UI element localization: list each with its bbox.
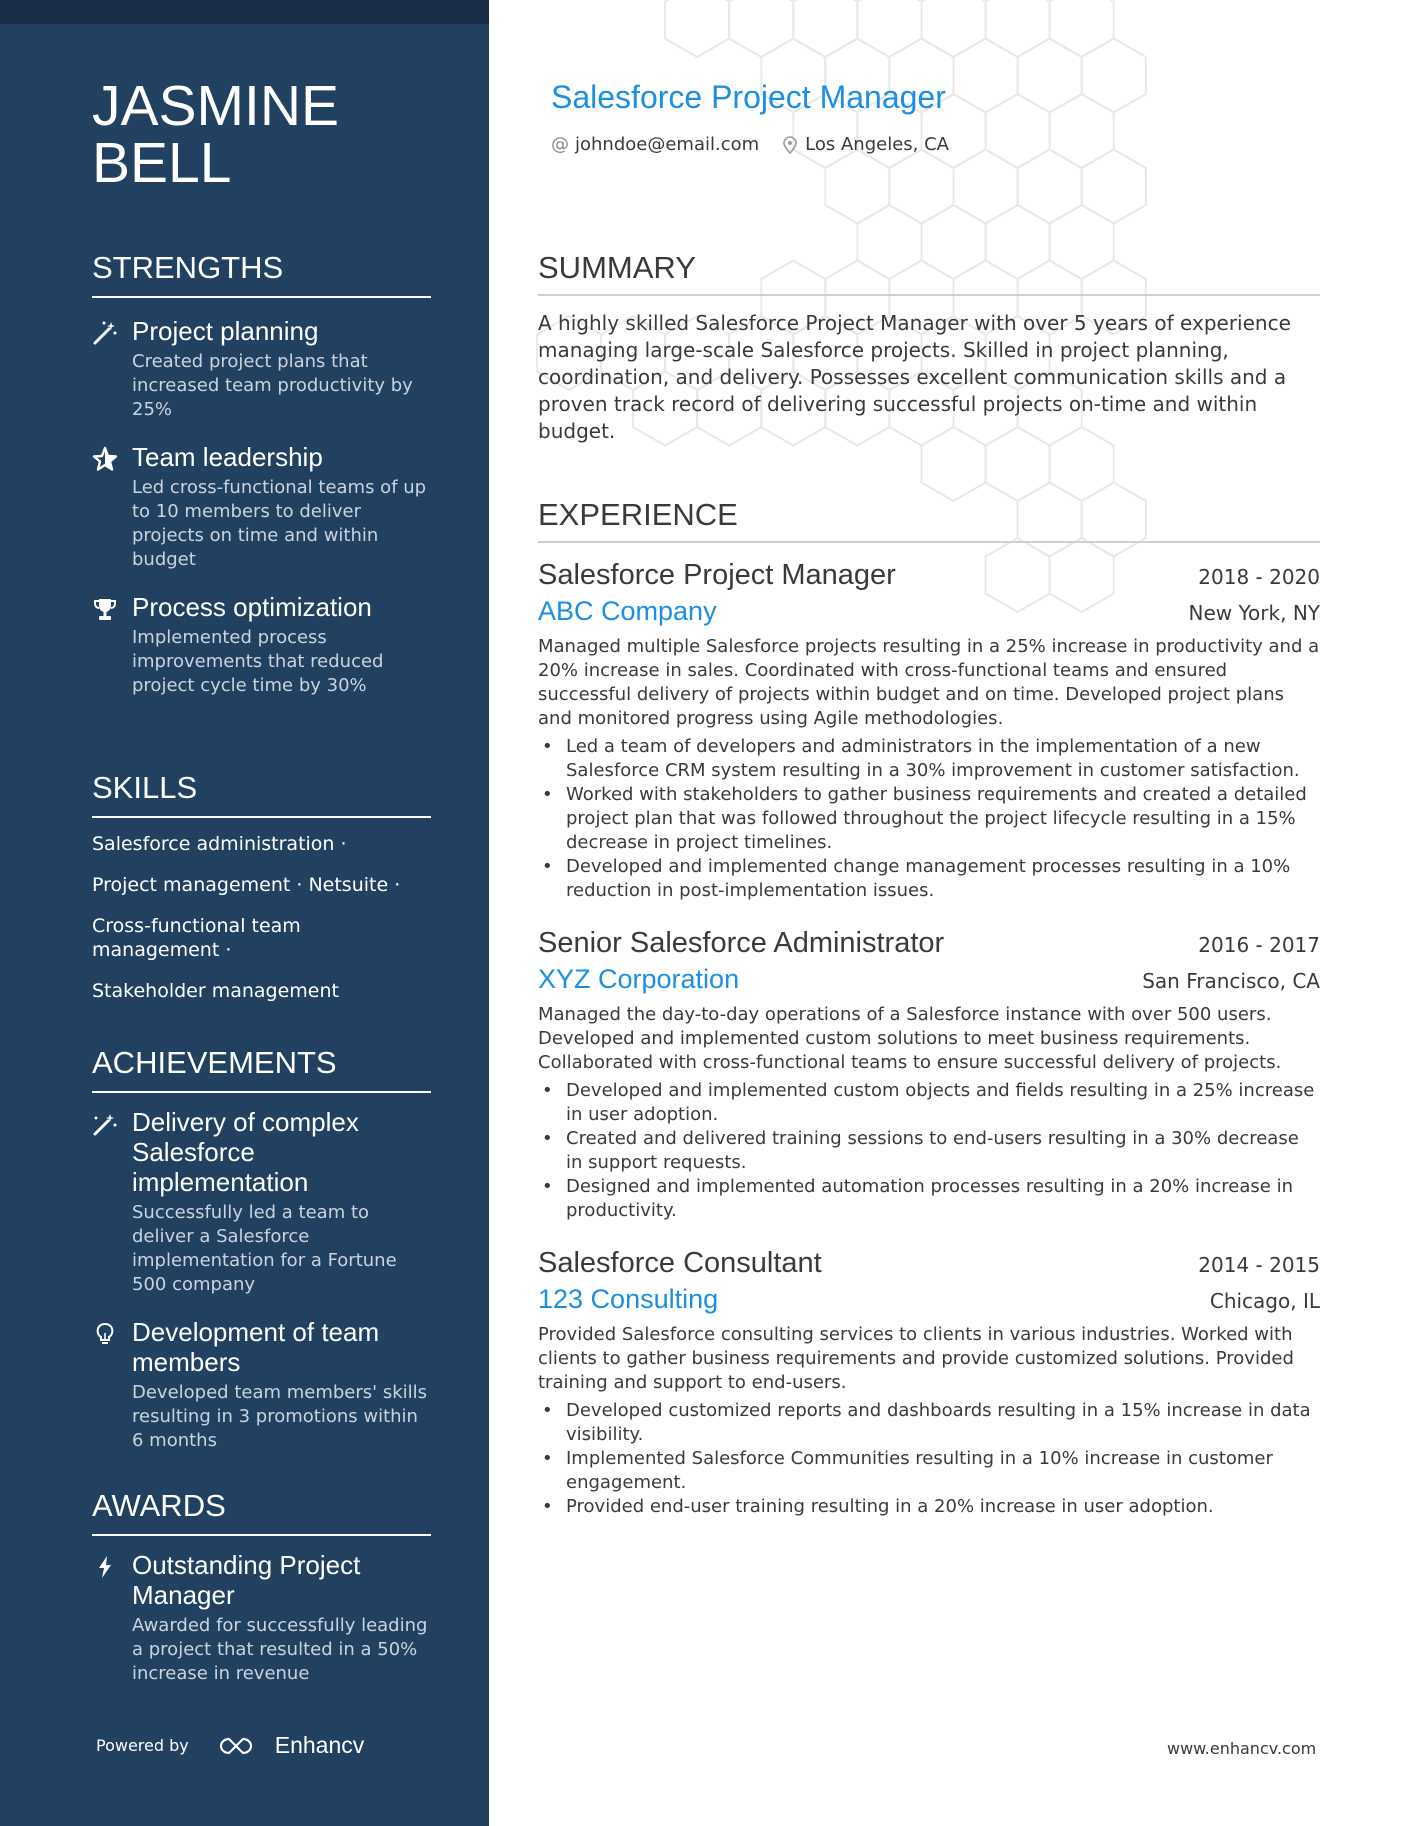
job-bullets (538, 735, 1320, 903)
powered-by (96, 1732, 364, 1759)
job-company: ABC Company (538, 596, 717, 626)
enhancv-logo-icon (217, 1735, 263, 1757)
summary-heading: SUMMARY (538, 250, 1320, 296)
skill-line: Salesforce administration · (92, 833, 347, 855)
job-title: Salesforce Project Manager (538, 559, 896, 591)
skill-line: Stakeholder management (92, 980, 339, 1002)
location-pin-icon (781, 136, 799, 154)
strength-title: Project planning (132, 316, 319, 346)
hexagon-shape (729, 0, 793, 57)
location-text: Los Angeles, CA (805, 134, 949, 155)
job-bullet: • Developed and implemented change management processes resulting in a 10% reduction in post-implementation issues. (538, 855, 1320, 903)
job-headline: Salesforce Project Manager (551, 79, 946, 115)
achievement-item (92, 1317, 431, 1453)
magic-wand-icon (92, 1111, 118, 1137)
experience-heading: EXPERIENCE (538, 497, 1320, 543)
award-desc: Awarded for successfully leading a project that resulted in a 50% increase in revenue (132, 1615, 428, 1684)
job-bullet: • Developed customized reports and dashboards resulting in a 15% increase in data visibility. (538, 1399, 1320, 1447)
skills-heading: SKILLS (92, 770, 431, 818)
hexagon-shape (954, 39, 1018, 113)
skill-line: Cross-functional team management · (92, 915, 301, 961)
experience-section (538, 497, 1320, 1519)
achievement-desc: Developed team members' skills resulting in 3 promotions within 6 months (132, 1382, 428, 1451)
summary-section (538, 250, 1320, 445)
achievements-section (92, 1045, 431, 1453)
job-dates: 2018 - 2020 (1198, 565, 1320, 589)
enhancv-brand: Enhancv (274, 1732, 365, 1758)
awards-heading: AWARDS (92, 1488, 431, 1536)
job-company: 123 Consulting (538, 1284, 719, 1314)
job-description: Provided Salesforce consulting services to clients in various industries. Worked with clients to gather business requirements and provide customized solutions. Provided training and support to end-users. (538, 1324, 1294, 1393)
job-dates: 2016 - 2017 (1198, 933, 1320, 957)
strengths-heading: STRENGTHS (92, 250, 431, 298)
job-description: Managed multiple Salesforce projects resulting in a 25% increase in productivity and a 20% increase in sales. Coordinated with cross-functional teams and ensured successful delivery of projects within budget and on time. Developed project plans and monitored progress using Agile methodologies. (538, 636, 1320, 729)
job-bullets (538, 1399, 1320, 1519)
lightning-icon (92, 1554, 118, 1580)
strength-title: Team leadership (132, 442, 323, 472)
job-bullet: • Provided end-user training resulting in a 20% increase in user adoption. (538, 1495, 1320, 1519)
hexagon-shape (986, 94, 1050, 168)
achievement-item (92, 1107, 431, 1297)
job-bullet: • Designed and implemented automation processes resulting in a 20% increase in productivity. (538, 1175, 1320, 1223)
award-item (92, 1550, 431, 1686)
contact-bar (551, 134, 971, 155)
job-title: Senior Salesforce Administrator (538, 927, 945, 959)
hexagon-shape (793, 0, 857, 57)
strength-desc: Implemented process improvements that reduced project cycle time by 30% (132, 627, 384, 696)
job-company: XYZ Corporation (538, 964, 740, 994)
strength-desc: Created project plans that increased team productivity by 25% (132, 351, 413, 420)
job-title: Salesforce Consultant (538, 1247, 822, 1279)
star-icon (92, 446, 118, 472)
contact-location (781, 134, 949, 155)
hexagon-shape (1082, 150, 1146, 224)
job-bullet: • Worked with stakeholders to gather business requirements and created a detailed project plan that was followed throughout the project lifecycle resulting in a 15% decrease in project timelines. (538, 783, 1320, 855)
strength-item (92, 442, 431, 572)
magic-wand-icon (92, 320, 118, 346)
hexagon-shape (857, 0, 921, 57)
contact-email[interactable] (551, 134, 759, 155)
trophy-icon (92, 596, 118, 622)
hexagon-shape (1050, 94, 1114, 168)
achievement-title: Delivery of complex Salesforce implementation (132, 1107, 359, 1197)
hexagon-shape (665, 0, 729, 57)
job-bullets (538, 1079, 1320, 1223)
hexagon-shape (922, 0, 986, 57)
job-location: San Francisco, CA (1142, 969, 1320, 993)
job-bullet: • Implemented Salesforce Communities resulting in a 10% increase in customer engagement. (538, 1447, 1320, 1495)
hexagon-shape (889, 150, 953, 224)
sidebar-top-bar (0, 0, 489, 24)
hexagon-shape (1018, 39, 1082, 113)
candidate-name: JASMINE BELL (92, 74, 340, 195)
achievement-title: Development of team members (132, 1317, 380, 1377)
hexagon-shape (825, 150, 889, 224)
strengths-section (92, 250, 431, 698)
job-description: Managed the day-to-day operations of a Salesforce instance with over 500 users. Developed and implemented custom solutions to meet business requirements. Collaborated with cross-functional teams to ensure successful delivery of projects. (538, 1004, 1282, 1073)
hexagon-shape (1082, 39, 1146, 113)
job-bullet: • Led a team of developers and administrators in the implementation of a new Salesforce CRM system resulting in a 30% improvement in customer satisfaction. (538, 735, 1320, 783)
job-entry (538, 925, 1320, 1223)
job-entry (538, 1245, 1320, 1519)
enhancv-logo[interactable] (217, 1732, 365, 1759)
award-title: Outstanding Project Manager (132, 1550, 361, 1610)
hexagon-shape (1050, 0, 1114, 57)
job-bullet: • Developed and implemented custom objects and fields resulting in a 25% increase in user adoption. (538, 1079, 1320, 1127)
summary-text: A highly skilled Salesforce Project Manager with over 5 years of experience managing large-scale Salesforce projects. Skilled in project planning, coordination, and delivery. Possesses excellent communication skills and a proven track record of delivering successful projects on-time and within budget. (538, 311, 1291, 443)
job-entry (538, 557, 1320, 903)
skill-line: Project management · Netsuite · (92, 874, 401, 896)
strength-item (92, 316, 431, 422)
job-bullet: • Created and delivered training sessions to end-users resulting in a 30% decrease in support requests. (538, 1127, 1320, 1175)
strength-item (92, 592, 431, 698)
achievements-heading: ACHIEVEMENTS (92, 1045, 431, 1093)
email-text: johndoe@email.com (575, 134, 760, 155)
skills-section (92, 770, 431, 1003)
awards-section (92, 1488, 431, 1686)
powered-by-label: Powered by (96, 1736, 189, 1755)
at-icon: @ (551, 134, 569, 155)
job-location: Chicago, IL (1209, 1289, 1320, 1313)
hexagon-shape (986, 0, 1050, 57)
achievement-desc: Successfully led a team to deliver a Salesforce implementation for a Fortune 500 company (132, 1202, 397, 1295)
hexagon-shape (1018, 150, 1082, 224)
lightbulb-icon (92, 1321, 118, 1347)
footer-url[interactable]: www.enhancv.com (1167, 1739, 1317, 1758)
sidebar (0, 0, 489, 1826)
strength-desc: Led cross-functional teams of up to 10 members to deliver projects on time and within budget (132, 477, 427, 570)
hexagon-shape (954, 150, 1018, 224)
job-location: New York, NY (1188, 601, 1320, 625)
job-dates: 2014 - 2015 (1198, 1253, 1320, 1277)
strength-title: Process optimization (132, 592, 372, 622)
